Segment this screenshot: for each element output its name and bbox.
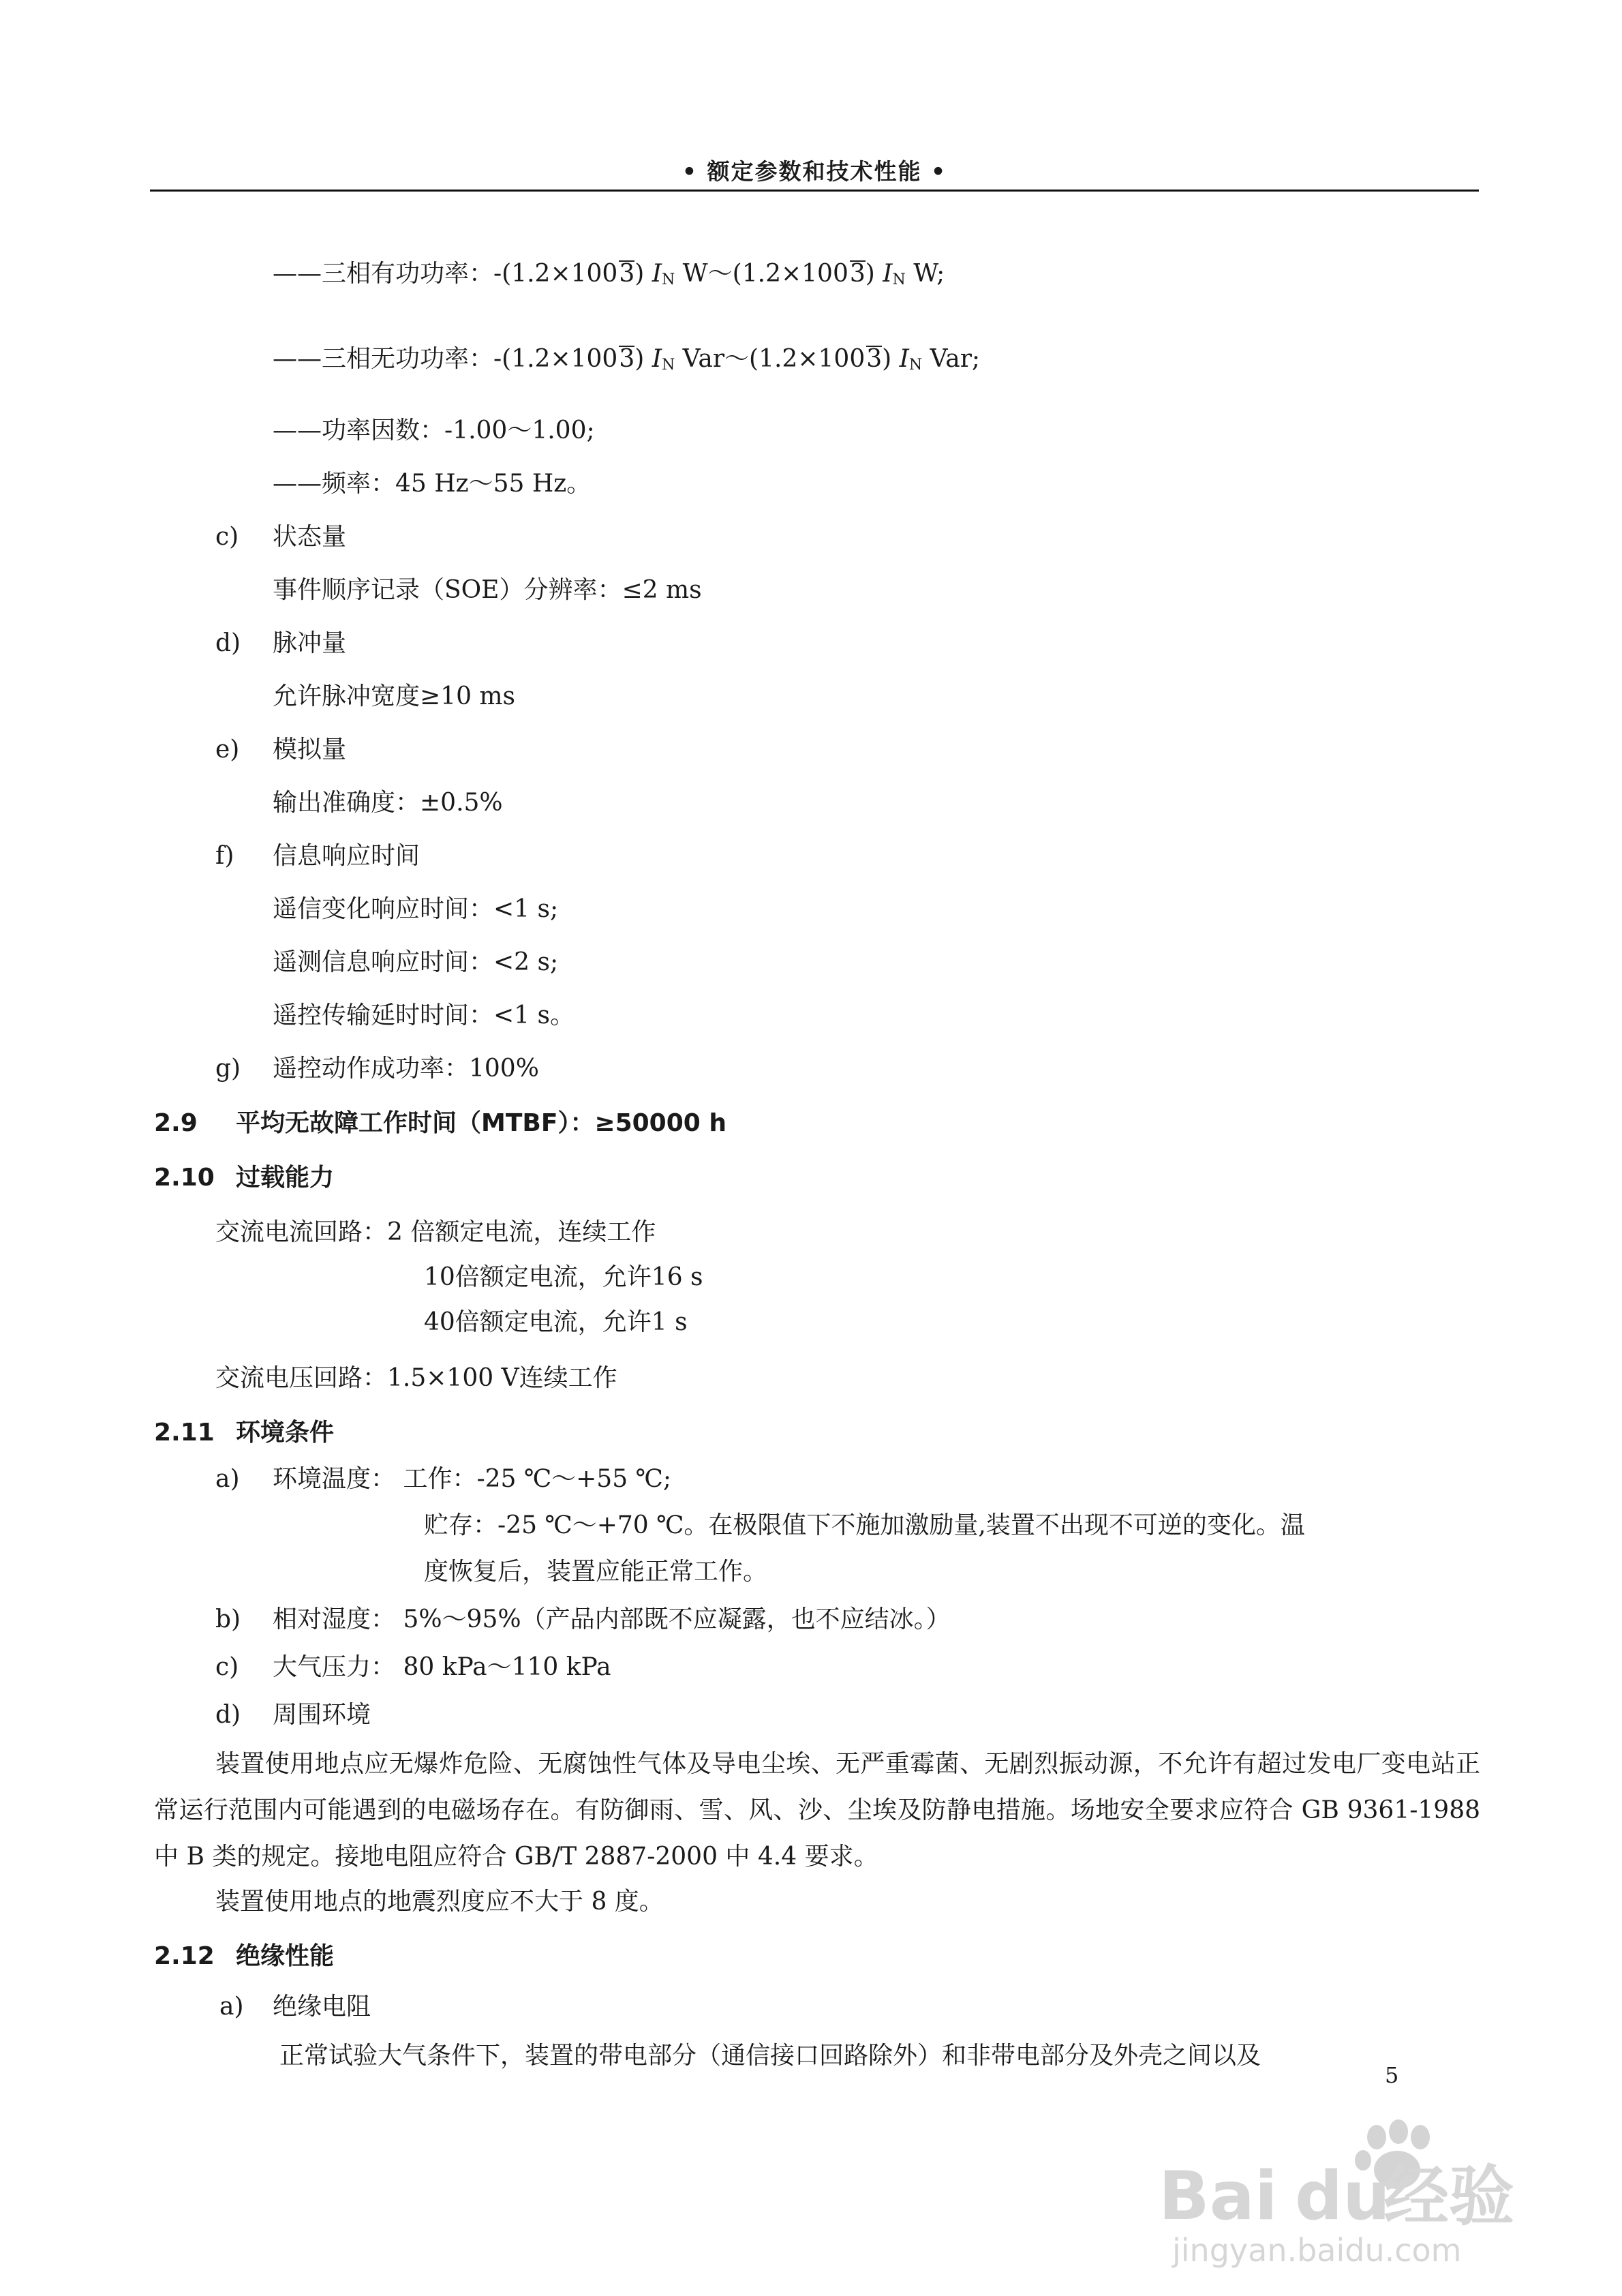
section-2-9-number: 2.9 <box>154 1109 198 1137</box>
item-f-line1: 遥信变化响应时间：<1 s; <box>273 895 559 923</box>
env-paragraph: 装置使用地点应无爆炸危险、无腐蚀性气体及导电尘埃、无严重霉菌、无剧烈振动源，不允许有超过发电厂变电站正常运行范围内可能遇到的电磁场存在。有防御雨、雪、风、沙、尘埃及防静电措施。场地安全要求应符合 GB 9361-1988 中 B 类的规定。接地电阻应符合 GB/T 2887-2000 中 4.4 要求。 <box>154 1750 1480 1871</box>
item-g-title: 遥控动作成功率：100% <box>273 1055 539 1083</box>
item-f-title: 信息响应时间 <box>273 842 420 870</box>
item-e-line: 输出准确度：±0.5% <box>273 789 503 817</box>
section-2-12-number: 2.12 <box>154 1942 215 1970</box>
item-g-mark: g) <box>215 1055 241 1083</box>
env-c-mark: c) <box>215 1653 239 1681</box>
watermark-brand-a: Bai <box>1159 2158 1278 2235</box>
section-2-12-title: 绝缘性能 <box>236 1942 335 1970</box>
header-rule <box>150 190 1479 192</box>
watermark-url: jingyan.baidu.com <box>1172 2232 1462 2269</box>
item-d-mark: d) <box>215 629 241 657</box>
reactive-power-line: ——三相无功功率：-(1.2×1003) IN Var～(1.2×1003) IN Var; <box>273 345 981 374</box>
env-pressure-line: 大气压力： 80 kPa～110 kPa <box>273 1653 611 1681</box>
section-2-11-title: 环境条件 <box>236 1419 335 1447</box>
insulation-a-title: 绝缘电阻 <box>273 1993 371 2021</box>
env-a-mark: a) <box>215 1465 240 1493</box>
item-f-line2: 遥测信息响应时间：<2 s; <box>273 948 559 976</box>
env-d-mark: d) <box>215 1701 241 1729</box>
item-f-line3: 遥控传输延时时间：<1 s。 <box>273 1001 575 1029</box>
env-b-mark: b) <box>215 1605 241 1633</box>
overload-current-line: 交流电流回路：2 倍额定电流，连续工作 <box>215 1218 656 1246</box>
env-surroundings-line: 周围环境 <box>273 1701 371 1729</box>
running-header: • 额定参数和技术性能 • <box>682 158 947 185</box>
power-factor-line: ——功率因数：-1.00～1.00; <box>273 417 595 444</box>
section-2-11-number: 2.11 <box>154 1419 215 1447</box>
item-e-mark: e) <box>215 736 240 764</box>
item-c-mark: c) <box>215 523 239 551</box>
frequency-line: ——频率：45 Hz～55 Hz。 <box>273 470 592 498</box>
item-e-title: 模拟量 <box>273 736 347 764</box>
overload-10x-line: 10倍额定电流，允许16 s <box>424 1263 703 1291</box>
baidu-jingyan-watermark <box>1159 2117 1540 2274</box>
item-f-mark: f) <box>215 842 234 870</box>
section-2-9-title: 平均无故障工作时间（MTBF）：≥50000 h <box>236 1109 726 1137</box>
env-temp-line: 环境温度： 工作：-25 ℃～+55 ℃; <box>273 1465 671 1493</box>
sqrt-symbol: 3 <box>619 260 635 288</box>
watermark-brand-c: 经验 <box>1383 2158 1514 2235</box>
item-d-line: 允许脉冲宽度≥10 ms <box>273 682 516 710</box>
sqrt-symbol: 3 <box>849 260 866 288</box>
section-2-10-number: 2.10 <box>154 1164 215 1192</box>
section-2-10-title: 过载能力 <box>236 1164 335 1192</box>
item-c-line: 事件顺序记录（SOE）分辨率：≤2 ms <box>273 576 702 604</box>
insulation-line: 正常试验大气条件下，装置的带电部分（通信接口回路除外）和非带电部分及外壳之间以及 <box>279 2042 1261 2070</box>
env-humidity-line: 相对湿度： 5%～95%（产品内部既不应凝露，也不应结冰。） <box>273 1605 951 1633</box>
insulation-a-mark: a) <box>219 1993 244 2021</box>
env-storage-line: 贮存：-25 ℃～+70 ℃。在极限值下不施加激励量,装置不出现不可逆的变化。温 <box>424 1511 1305 1539</box>
overload-40x-line: 40倍额定电流，允许1 s <box>424 1308 688 1336</box>
item-c-title: 状态量 <box>273 523 347 551</box>
env-seismic-line: 装置使用地点的地震烈度应不大于 8 度。 <box>215 1888 664 1916</box>
overload-voltage-line: 交流电压回路：1.5×100 V连续工作 <box>215 1364 617 1392</box>
active-power-line: ——三相有功功率：-(1.2×1003) IN W～(1.2×1003) IN W; <box>273 260 945 288</box>
env-storage-line2: 度恢复后，装置应能正常工作。 <box>424 1558 768 1586</box>
item-d-title: 脉冲量 <box>273 629 347 657</box>
sqrt-symbol: 3 <box>619 345 635 373</box>
watermark-brand-b: du <box>1295 2158 1390 2235</box>
sqrt-symbol: 3 <box>866 345 883 373</box>
page-number: 5 <box>1385 2062 1399 2088</box>
